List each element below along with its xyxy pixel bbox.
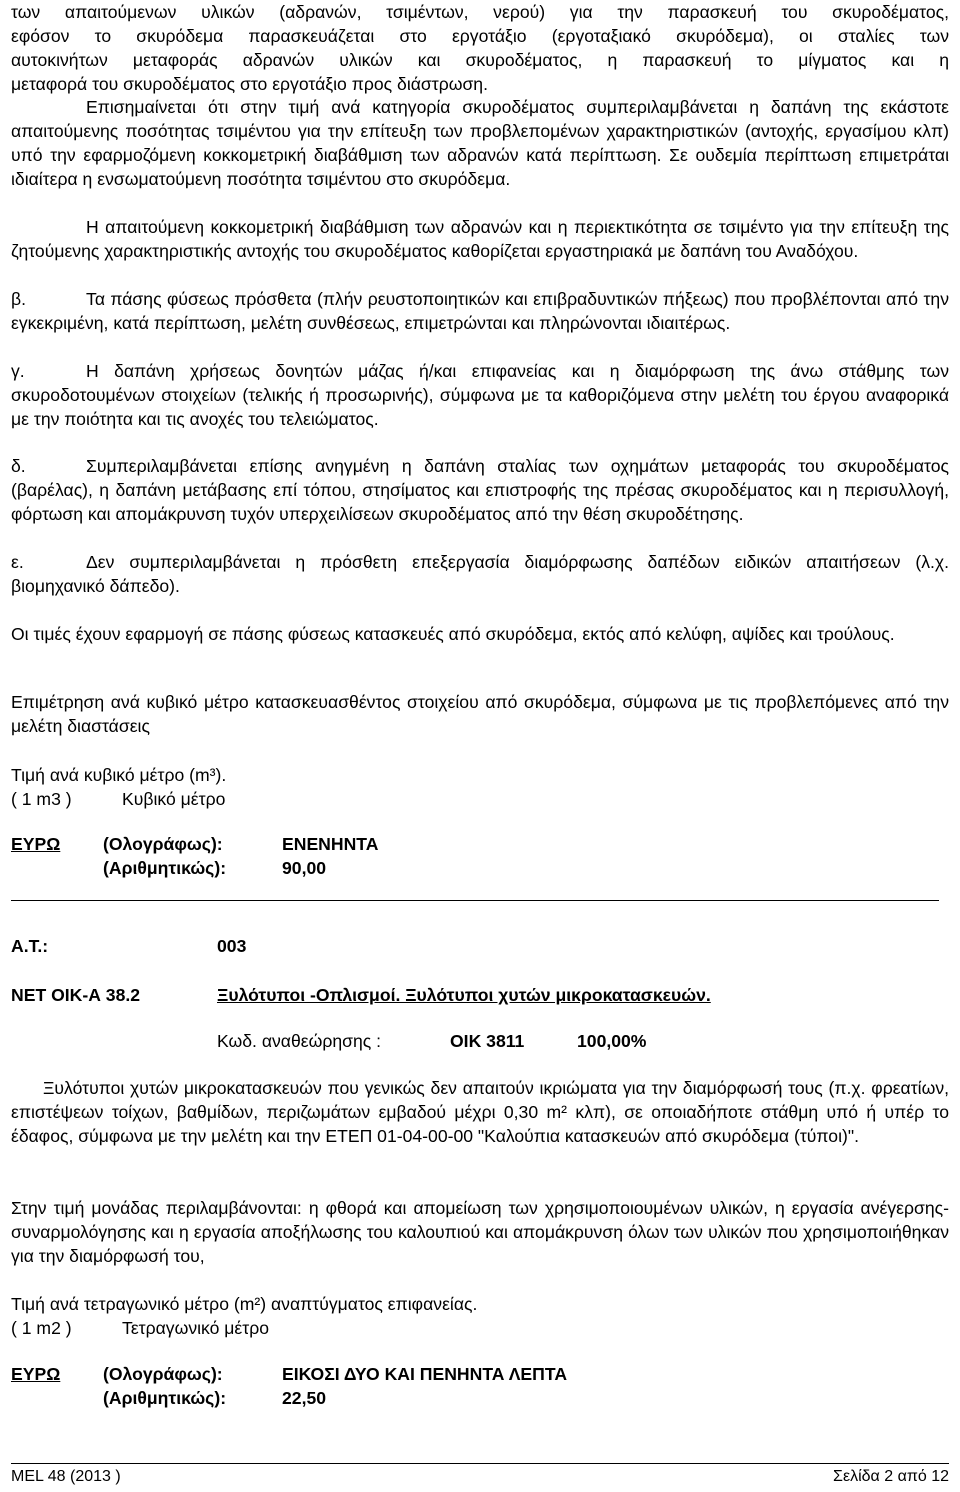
currency-label: ΕΥΡΩ: [11, 1364, 61, 1384]
intro-line: εφόσον το σκυρόδεμα παρασκευάζεται στο εργοτάξιο (εργοταξιακό σκυρόδεμα), οι σταλίες των: [11, 26, 949, 46]
footer-left: MEL 48 (2013 ): [11, 1468, 121, 1485]
revision-code: ΟΙΚ 3811: [450, 1031, 525, 1051]
price2-words: ΕΙΚΟΣΙ ΔΥΟ ΚΑΙ ΠΕΝΗΝΤΑ ΛΕΠΤΑ: [282, 1364, 568, 1384]
price2-number: 22,50: [282, 1388, 327, 1408]
unit2-qty: ( 1 m2 ): [11, 1318, 72, 1338]
item-text: Δεν συμπεριλαμβάνεται η πρόσθετη επεξεργασία διαμόρφωσης δαπέδων ειδικών απαιτήσεων (λ.χ. βιομηχανικό δάπεδο).: [11, 552, 949, 596]
item-marker: γ.: [11, 361, 25, 381]
item-b: [11, 287, 949, 335]
words-label: (Ολογράφως):: [103, 1364, 223, 1384]
item-d: [11, 454, 949, 526]
measurement-paragraph: Επιμέτρηση ανά κυβικό μέτρο κατασκευασθέντος στοιχείου από σκυρόδεμα, σύμφωνα με τις προβλεπόμενες από την μελέτη διαστάσεις: [11, 692, 949, 736]
at-label: Α.Τ.:: [11, 936, 49, 956]
price1-number: 90,00: [282, 858, 327, 878]
item-title: Ξυλότυποι -Οπλισμοί. Ξυλότυποι χυτών μικροκατασκευών.: [217, 985, 711, 1005]
intro-line: μεταφορά του σκυροδέματος στο εργοτάξιο προς διάστρωση.: [11, 74, 488, 94]
separator-line: [11, 900, 939, 901]
item-text: Τα πάσης φύσεως πρόσθετα (πλήν ρευστοποιητικών και επιβραδυντικών πήξεως) που προβλέπονται από την εγκεκριμένη, κατά περίπτωση, μελέτη συνθέσεως, επιμετρώνται και πληρώνονται ιδιαιτέρως.: [11, 289, 949, 333]
unit1-qty: ( 1 m3 ): [11, 789, 72, 809]
words-label: (Ολογράφως):: [103, 834, 223, 854]
item-text: Συμπεριλαμβάνεται επίσης ανηγμένη η δαπάνη σταλίας των οχημάτων μεταφοράς του σκυροδέματος (βαρέλας), η δαπάνη μετάβασης επί τόπου, στησίματος και επιστροφής της πρέσας σκυροδέματος και η περισυλλογή, φόρτωση και απομάκρυνση τυχόν υπερχειλίσεων σκυροδέματος από την θέση σκυροδέτησης.: [11, 456, 949, 524]
item-e: [11, 550, 949, 598]
number-label: (Αριθμητικώς):: [103, 1388, 227, 1408]
unit-includes-paragraph: Στην τιμή μονάδας περιλαμβάνονται: η φθορά και απομείωση των χρησιμοποιουμένων υλικών, η εργασία ανέγερσης-συναρμολόγησης και η εργασία αποξήλωσης του καλουπιού και απομάκρυνση όλων των υλικών που χρησιμοποιήθηκαν για την διαμόρφωσή του,: [11, 1198, 949, 1266]
item-text: Η δαπάνη χρήσεως δονητών μάζας ή/και επιφανείας και η διαμόρφωση της άνω στάθμης των σκυροδοτουμένων στοιχείων (τελικής ή προσωρινής), σύμφωνα με τα καθοριζόμενα στην μελέτη του έργου αναφορικά με την ποιότητα και τις ανοχές του τελειώματος.: [11, 361, 949, 429]
footer-rule: [11, 1463, 949, 1464]
unit2-line: Τιμή ανά τετραγωνικό μέτρο (m²) αναπτύγματος επιφανείας.: [11, 1294, 478, 1314]
currency-label: ΕΥΡΩ: [11, 834, 61, 854]
unit2-name: Τετραγωνικό μέτρο: [122, 1318, 270, 1338]
number-label: (Αριθμητικώς):: [103, 858, 227, 878]
intro-line: αυτοκινήτων μεταφοράς αδρανών υλικών και σκυροδέματος, η παρασκευή το μίγματος και η: [11, 50, 949, 70]
unit1-name: Κυβικό μέτρο: [122, 789, 226, 809]
item-marker: β.: [11, 289, 27, 309]
item-marker: δ.: [11, 456, 26, 476]
footer-page-number: Σελίδα 2 από 12: [833, 1468, 949, 1485]
item-marker: ε.: [11, 552, 24, 572]
formwork-paragraph: Ξυλότυποι χυτών μικροκατασκευών που γενικώς δεν απαιτούν ικριώματα για την διαμόρφωσή τους (π.χ. φρεατίων, επιστέψεων τοίχων, βαθμίδων, περιζωμάτων εμβαδού μέχρι 0,30 m² κλπ), σε οποιαδήποτε στάθμη υπό ή υπέρ το έδαφος, σύμφωνα με την μελέτη και την ΕΤΕΠ 01-04-00-00 "Καλούπια κατασκευών από σκυρόδεμα (τύποι)".: [11, 1078, 949, 1146]
code-label: ΝΕΤ ΟΙΚ-Α 38.2: [11, 985, 141, 1005]
revision-label: Κωδ. αναθεώρησης :: [217, 1031, 382, 1051]
prices-paragraph: Οι τιμές έχουν εφαρμογή σε πάσης φύσεως κατασκευές από σκυρόδεμα, εκτός από κελύφη, αψίδες και τρούλους.: [11, 624, 895, 644]
at-value: 003: [217, 936, 247, 956]
grading-paragraph: Η απαιτούμενη κοκκομετρική διαβάθμιση των αδρανών και η περιεκτικότητα σε τσιμέντο για την επίτευξη της ζητούμενης χαρακτηριστικής αντοχής του σκυροδέματος καθορίζεται εργαστηριακά με δαπάνη του Αναδόχου.: [11, 217, 949, 261]
price1-words: ΕΝΕΝΗΝΤΑ: [282, 834, 379, 854]
cement-paragraph: Επισημαίνεται ότι στην τιμή ανά κατηγορία σκυροδέματος συμπεριλαμβάνεται η δαπάνη της εκάστοτε απαιτούμενης ποσότητας τσιμέντου για την επίτευξη των προβλεπομένων χαρακτηριστικών (αντοχής, εργασίμου κλπ) υπό την εφαρμοζόμενη κοκκομετρική διαβάθμιση των αδρανών κατά περίπτωση. Σε ουδεμία περίπτωση επιμετράται ιδιαίτερα η ενσωματούμενη ποσότητα τσιμέντου στο σκυρόδεμα.: [11, 97, 949, 189]
unit1-line: Τιμή ανά κυβικό μέτρο (m³).: [11, 765, 227, 785]
revision-percent: 100,00%: [577, 1031, 647, 1051]
item-c: [11, 359, 949, 431]
intro-paragraph: [11, 0, 949, 96]
intro-line: των απαιτούμενων υλικών (αδρανών, τσιμέντων, νερού) για την παρασκευή του σκυροδέματος,: [11, 2, 949, 22]
